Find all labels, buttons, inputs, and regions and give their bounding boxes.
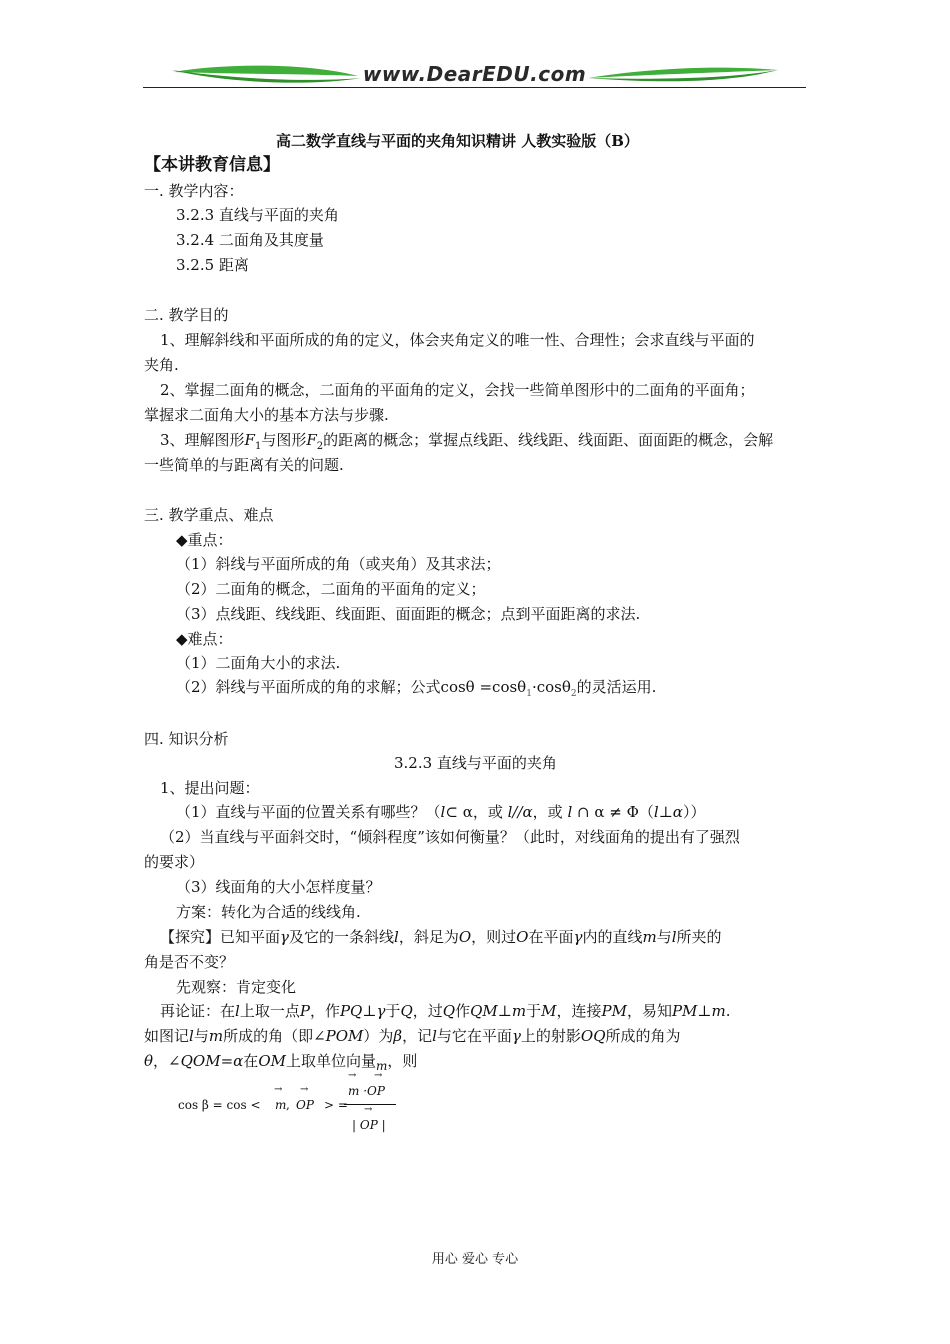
vector-arrow: →: [274, 1084, 283, 1095]
section-2-heading: 二. 教学目的: [144, 306, 229, 324]
objective-3: 3、理解图形$F_1$与图形$F_2$的距离的概念；掌握点线距、线线距、线面距、面面距的概念，会解: [160, 431, 774, 452]
vector-arrow: →: [348, 1070, 357, 1081]
objective-2: 2、掌握二面角的概念，二面角的平面角的定义，会找一些简单图形中的二面角的平面角；: [160, 381, 755, 399]
cosine-formula: cos β = cos < → m , → OP > = → → m ·OP → | OP |: [178, 1076, 418, 1140]
question-3: （3）线面角的大小怎样度量？: [176, 878, 381, 896]
question-1: （1）直线与平面的位置关系有哪些？（l⊂ α，或 l//α，或 l ∩ α ≠ Φ（l⊥α））: [176, 803, 706, 821]
explore-text-cont: 角是否不变？: [144, 953, 235, 971]
question-heading: 1、提出问题：: [160, 779, 260, 797]
difficult-points-label: ◆难点：: [176, 630, 233, 648]
key-point: （2）二面角的概念，二面角的平面角的定义；: [176, 580, 486, 598]
subsection-title: 3.2.3 直线与平面的夹角: [394, 754, 557, 772]
objective-1-cont: 夹角.: [144, 356, 179, 374]
observe-text: 先观察：肯定变化: [176, 978, 297, 996]
difficult-point: （2）斜线与平面所成的角的求解；公式cosθ =cosθ$_1$·cosθ$_2$的灵活运用.: [176, 678, 657, 699]
content-item: 3.2.5 距离: [176, 256, 249, 274]
vector-arrow: →: [300, 1084, 309, 1095]
site-name: www.DearEDU.com: [362, 62, 587, 86]
proof-text-cont: 如图记l与m所成的角（即∠POM）为β，记l与它在平面γ上的射影OQ所成的角为: [144, 1027, 681, 1045]
content-item: 3.2.4 二面角及其度量: [176, 231, 324, 249]
section-1-heading: 一. 教学内容：: [144, 182, 244, 200]
cos-formula: cosθ =cosθ$_1$·cosθ$_2$: [440, 678, 577, 699]
vector-arrow: →: [374, 1070, 383, 1081]
objective-3-cont: 一些简单的与距离有关的问题.: [144, 456, 344, 474]
vector-arrow: →: [364, 1104, 373, 1115]
proof-text-cont: θ，∠QOM=α在OM上取单位向量$_m$，则: [144, 1052, 418, 1073]
key-points-label: ◆重点：: [176, 531, 233, 549]
section-4-heading: 四. 知识分析: [144, 730, 229, 748]
page-title: 高二数学直线与平面的夹角知识精讲 人教实验版（B）: [276, 132, 639, 150]
key-point: （1）斜线与平面所成的角（或夹角）及其求法；: [176, 555, 501, 573]
info-heading: 【本讲教育信息】: [144, 155, 280, 175]
proof-text: 再论证：在l上取一点P，作PQ⊥γ于Q，过Q作QM⊥m于M，连接PM，易知PM⊥m.: [160, 1002, 731, 1020]
question-2-cont: 的要求）: [144, 853, 205, 871]
explore-text: 【探究】已知平面γ及它的一条斜线l，斜足为O，则过O在平面γ内的直线m与l所夹的: [160, 928, 722, 946]
objective-2-cont: 掌握求二面角大小的基本方法与步骤.: [144, 406, 389, 424]
difficult-point: （1）二面角大小的求法.: [176, 654, 341, 672]
plan-text: 方案：转化为合适的线线角.: [176, 903, 361, 921]
content-item: 3.2.3 直线与平面的夹角: [176, 206, 339, 224]
question-2: （2）当直线与平面斜交时，“倾斜程度”该如何衡量？（此时，对线面角的提出有了强烈: [160, 828, 740, 846]
header-rule: [143, 87, 806, 88]
page-footer: 用心 爱心 专心: [431, 1252, 519, 1267]
section-3-heading: 三. 教学重点、难点: [144, 506, 274, 524]
key-point: （3）点线距、线线距、线面距、面面距的概念；点到平面距离的求法.: [176, 605, 641, 623]
objective-1: 1、理解斜线和平面所成的角的定义，体会夹角定义的唯一性、合理性；会求直线与平面的: [160, 331, 755, 349]
